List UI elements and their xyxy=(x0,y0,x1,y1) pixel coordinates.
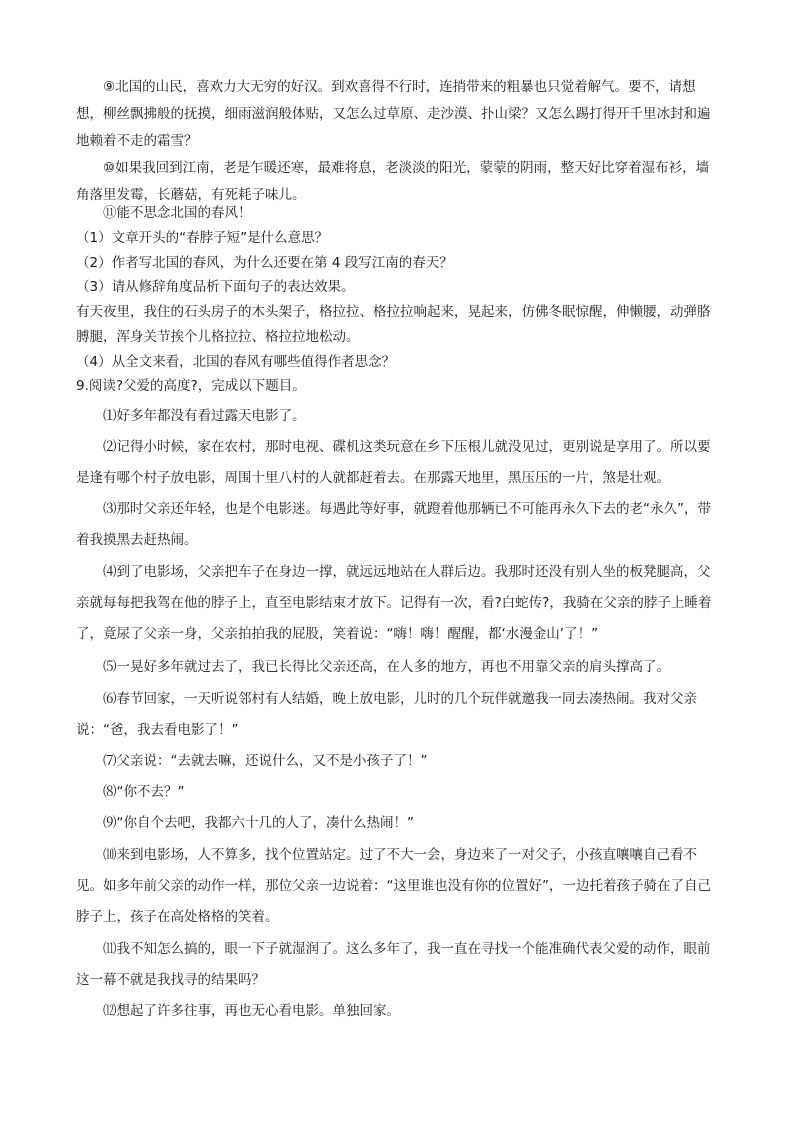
paragraph-9: ⑨北国的山民，喜欢力大无穷的好汉。到欢喜得不行时，连捎带来的粗暴也只觉着解气。要不，请想想，柳丝飘拂般的抚摸，细雨滋润般体贴，又怎么过草原、走沙漠、扑山梁？又怎么踢打得开千里冰封和遍地赖着不走的霜雪？ xyxy=(76,79,711,149)
story-paragraph-4: ⑷到了电影场，父亲把车子在身边一撑，就远远地站在人群后边。我那时还没有别人坐的板凳腿高，父亲就每每把我驾在他的脖子上，直至电影结束才放下。记得有一次，看?白蛇传?，我骑在父亲的脖子上睡着了，竟尿了父亲一身，父亲拍拍我的屁股，笑着说：“嗨！嗨！醒醒，都‘水漫金山’了！” xyxy=(76,564,712,642)
question-2: （2）作者写北国的春风，为什么还要在第 4 段写江南的春天？ xyxy=(76,255,453,271)
story-paragraph-7: ⑺父亲说：“去就去嘛，还说什么，又不是小孩子了！” xyxy=(103,753,428,769)
story-paragraph-10: ⑽来到电影场，人不算多，找个位置站定。过了不大一会，身边来了一对父子，小孩直嚷嚷自己看不见。如多年前父亲的动作一样，那位父亲一边说着：“这里谁也没有你的位置好”，一边托着孩子骑在了自己脖子上，孩子在高处格格的笑着。 xyxy=(76,847,711,925)
story-paragraph-11: ⑾我不知怎么搞的，眼一下子就湿润了。这么多年了，我一直在寻找一个能准确代表父爱的动作，眼前这一幕不就是我找寻的结果吗？ xyxy=(76,941,711,988)
story-paragraph-2: ⑵记得小时候，家在农村，那时电视、碟机这类玩意在乡下压根儿就没见过，更别说是享用了。所以要是逢有哪个村子放电影，周围十里八村的人就都赶着去。在那露天地里，黑压压的一片，煞是壮观。 xyxy=(76,439,711,486)
story-paragraph-1: ⑴好多年都没有看过露天电影了。 xyxy=(103,408,306,424)
story-paragraph-6: ⑹春节回家，一天听说邻村有人结婚，晚上放电影，儿时的几个玩伴就邀我一同去凑热闹。我对父亲说：“爸，我去看电影了！” xyxy=(76,691,697,738)
story-paragraph-12: ⑿想起了许多往事，再也无心看电影。单独回家。 xyxy=(103,1003,400,1019)
story-paragraph-5: ⑸一晃好多年就过去了，我已长得比父亲还高，在人多的地方，再也不用靠父亲的肩头撑高了。 xyxy=(103,659,670,675)
story-paragraph-3: ⑶那时父亲还年轻，也是个电影迷。每遇此等好事，就蹬着他那辆已不可能再永久下去的老“永久”，带着我摸黑去赶热闹。 xyxy=(76,501,711,548)
story-paragraph-8: ⑻“你不去？” xyxy=(103,784,185,800)
question-1: （1）文章开头的“春脖子短”是什么意思？ xyxy=(76,230,329,246)
story-paragraph-9: ⑼“你自个去吧，我都六十几的人了，凑什么热闹！” xyxy=(103,815,414,831)
question-3-sentence: 有天夜里，我住的石头房子的木头架子，格拉拉、格拉拉响起来，晃起来，仿佛冬眠惊醒，伸懒腰，动弹胳膊腿，浑身关节挨个儿格拉拉、格拉拉地松动。 xyxy=(76,304,711,345)
question-3: （3）请从修辞角度品析下面句子的表达效果。 xyxy=(76,279,355,295)
question-4: （4）从全文来看，北国的春风有哪些值得作者思念？ xyxy=(76,354,396,370)
paragraph-11: ⑪能不思念北国的春风！ xyxy=(103,205,252,221)
section-heading: 9.阅读?父爱的高度?，完成以下题目。 xyxy=(76,378,306,394)
paragraph-10: ⑩如果我回到江南，老是乍暖还寒，最难将息，老淡淡的阳光，蒙蒙的阴雨，整天好比穿着湿布衫，墙角落里发霉，长蘑菇，有死耗子味儿。 xyxy=(76,160,710,203)
